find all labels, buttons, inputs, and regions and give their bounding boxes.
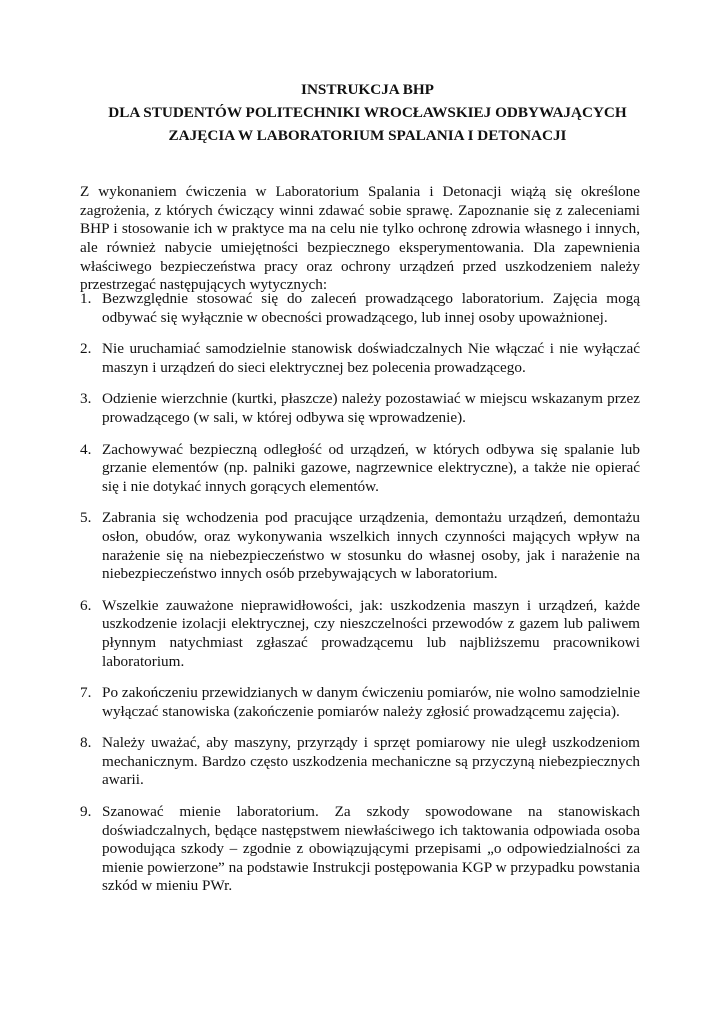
list-item-number: 3. [80,390,92,408]
document-title [80,78,655,147]
list-item [80,597,640,671]
list-item-text: Po zakończeniu przewidzianych w danym ćwiczeniu pomiarów, nie wolno samodzielnie wyłączać stanowiska (zakończenie pomiarów należy zgłosić prowadzącemu zajęcia). [102,684,640,720]
list-item-number: 4. [80,440,92,458]
list-item [80,509,640,583]
intro-paragraph: Z wykonaniem ćwiczenia w Laboratorium Spalania i Detonacji wiążą się określone zagrożenia, z których ćwiczący winni zdawać sobie sprawę. Zapoznanie się z zaleceniami BHP i stosowanie ich w praktyce ma na celu nie tylko ochronę zdrowia własnego i innych, ale również nabycie umiejętności bezpiecznego eksperymentowania. Dla zapewnienia właściwego bezpieczeństwa pracy oraz ochrony urządzeń przed uszkodzeniem należy przestrzegać następujących wytycznych: [80,183,640,294]
list-item-number: 9. [80,803,92,821]
list-item-text: Wszelkie zauważone nieprawidłowości, jak: uszkodzenia maszyn i urządzeń, każde uszkodzenie izolacji elektrycznej, czy nieszczelności przewodów z gazem lub paliwem płynnym natychmiast zgłaszać prowadzącemu lub najbliższemu pracownikowi laboratorium. [102,596,640,670]
list-item-text: Nie uruchamiać samodzielnie stanowisk doświadczalnych Nie włączać i nie wyłączać maszyn i urządzeń do sieci elektrycznej bez polecenia prowadzącego. [102,340,640,376]
list-item-text: Zabrania się wchodzenia pod pracujące urządzenia, demontażu urządzeń, demontażu osłon, obudów, oraz wykonywania wszelkich innych czynności mających wpływ na narażenie się na niebezpieczeństwo w stosunku do własnej osoby, jak i narażenie na niebezpieczeństwo innych osób przebywających w laboratorium. [102,509,640,583]
list-item [80,390,640,427]
list-item [80,441,640,497]
list-item-number: 5. [80,509,92,527]
list-item [80,734,640,790]
list-item-number: 2. [80,340,92,358]
list-item-number: 8. [80,734,92,752]
rules-list [80,290,640,909]
list-item [80,684,640,721]
list-item-number: 6. [80,596,92,614]
list-item-text: Odzienie wierzchnie (kurtki, płaszcze) należy pozostawiać w miejscu wskazanym przez prowadzącego (w sali, w której odbywa się wprowadzenie). [102,390,640,426]
list-item [80,803,640,896]
list-item-text: Bezwzględnie stosować się do zaleceń prowadzącego laboratorium. Zajęcia mogą odbywać się wyłącznie w obecności prowadzącego, lub innej osoby upoważnionej. [102,290,640,326]
list-item [80,340,640,377]
list-item-number: 7. [80,684,92,702]
list-item-number: 1. [80,290,92,307]
list-item-text: Należy uważać, aby maszyny, przyrządy i sprzęt pomiarowy nie uległ uszkodzeniom mechanicznym. Bardzo często uszkodzenia mechaniczne są przyczyną niebezpiecznych awarii. [102,734,640,789]
list-item [80,290,640,327]
title-line-2: DLA STUDENTÓW POLITECHNIKI WROCŁAWSKIEJ ODBYWAJĄCYCH [108,104,627,121]
list-item-text: Zachowywać bezpieczną odległość od urządzeń, w których odbywa się spalanie lub grzanie elementów (np. palniki gazowe, nagrzewnice elektryczne), a także nie opierać się i nie dotykać innych gorących elementów. [102,440,640,495]
title-line-1: INSTRUKCJA BHP [301,81,434,98]
list-item-text: Szanować mienie laboratorium. Za szkody spowodowane na stanowiskach doświadczalnych, będące następstwem niewłaściwego ich taktowania odpowiada osoba powodująca szkody – zgodnie z obowiązującymi przepisami „o odpowiedzialności za mienie powierzone” na podstawie Instrukcji postępowania KGP w przypadku powstania szkód w mieniu PWr. [102,803,640,895]
title-line-3: ZAJĘCIA W LABORATORIUM SPALANIA I DETONACJI [168,127,567,144]
